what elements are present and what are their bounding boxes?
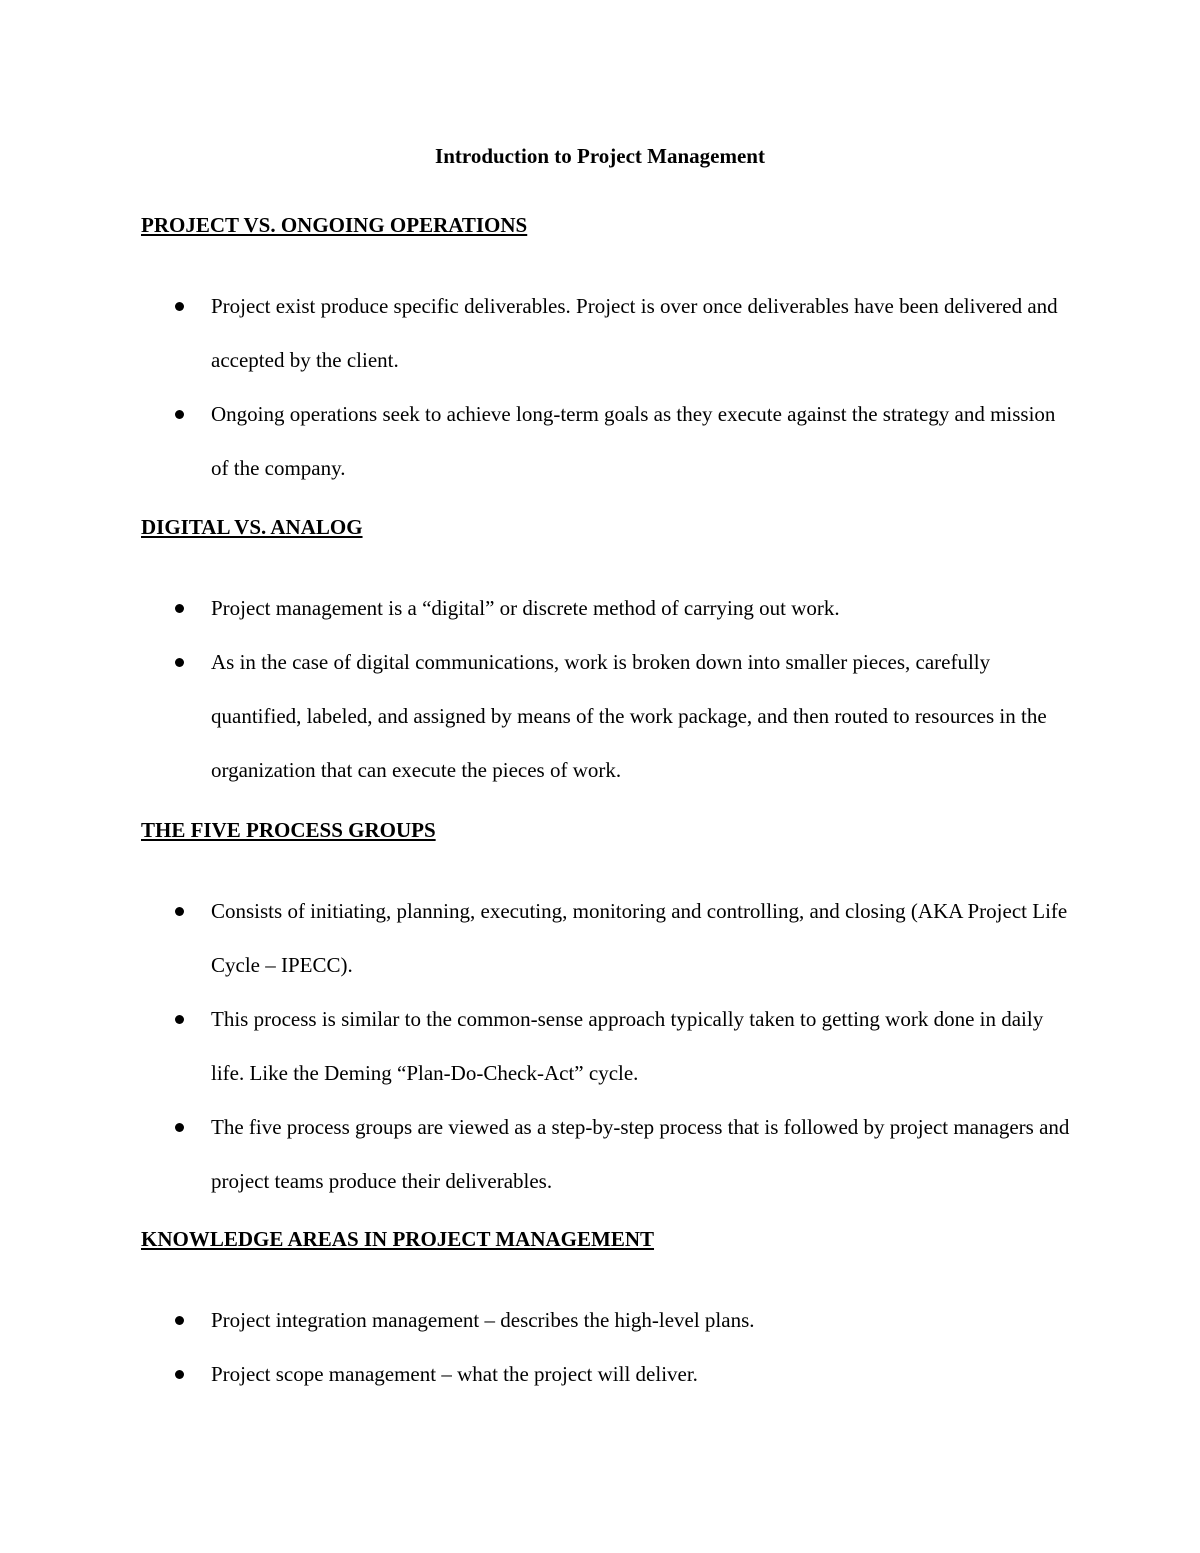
bullet-item: [141, 884, 1071, 992]
bullet-list: [141, 581, 1071, 797]
bullet-text: Consists of initiating, planning, executing, monitoring and controlling, and closing (AKA Project Life Cycle – IPECC).: [211, 899, 1068, 977]
section-project-vs-operations: [141, 210, 1071, 495]
document-title: Introduction to Project Management: [435, 144, 765, 168]
bullet-icon: [175, 1123, 184, 1132]
bullet-icon: [175, 907, 184, 916]
bullet-text: Project scope management – what the project will deliver.: [211, 1362, 698, 1386]
section-five-process-groups: [141, 815, 1071, 1208]
section-heading: DIGITAL VS. ANALOG: [141, 515, 363, 539]
bullet-text: The five process groups are viewed as a step-by-step process that is followed by project managers and project teams produce their deliverables.: [211, 1115, 1070, 1193]
section-heading: PROJECT VS. ONGOING OPERATIONS: [141, 213, 528, 237]
bullet-item: [141, 992, 1071, 1100]
bullet-icon: [175, 1316, 184, 1325]
section-digital-vs-analog: [141, 512, 1071, 797]
bullet-item: [141, 279, 1071, 387]
bullet-text: Project management is a “digital” or discrete method of carrying out work.: [211, 596, 840, 620]
bullet-text: Project exist produce specific deliverables. Project is over once deliverables have been delivered and accepted by the client.: [211, 294, 1058, 372]
bullet-item: [141, 1293, 1071, 1347]
bullet-item: [141, 1347, 1071, 1401]
bullet-text: This process is similar to the common-sense approach typically taken to getting work done in daily life. Like the Deming “Plan-Do-Check-Act” cycle.: [211, 1007, 1044, 1085]
bullet-icon: [175, 410, 184, 419]
bullet-item: [141, 1100, 1071, 1208]
bullet-text: As in the case of digital communications, work is broken down into smaller pieces, carefully quantified, labeled, and assigned by means of the work package, and then routed to resources in the organization that can execute the pieces of work.: [211, 650, 1047, 782]
section-heading: KNOWLEDGE AREAS IN PROJECT MANAGEMENT: [141, 1227, 655, 1251]
bullet-icon: [175, 1015, 184, 1024]
bullet-text: Ongoing operations seek to achieve long-term goals as they execute against the strategy and mission of the company.: [211, 402, 1056, 480]
section-heading: THE FIVE PROCESS GROUPS: [141, 818, 436, 842]
bullet-icon: [175, 658, 184, 667]
bullet-text: Project integration management – describes the high-level plans.: [211, 1308, 755, 1332]
bullet-item: [141, 387, 1071, 495]
bullet-icon: [175, 604, 184, 613]
bullet-list: [141, 884, 1071, 1208]
bullet-list: [141, 279, 1071, 495]
bullet-icon: [175, 302, 184, 311]
bullet-item: [141, 635, 1071, 797]
bullet-list: [141, 1293, 1071, 1401]
bullet-icon: [175, 1370, 184, 1379]
section-knowledge-areas: [141, 1224, 1071, 1401]
bullet-item: [141, 581, 1071, 635]
